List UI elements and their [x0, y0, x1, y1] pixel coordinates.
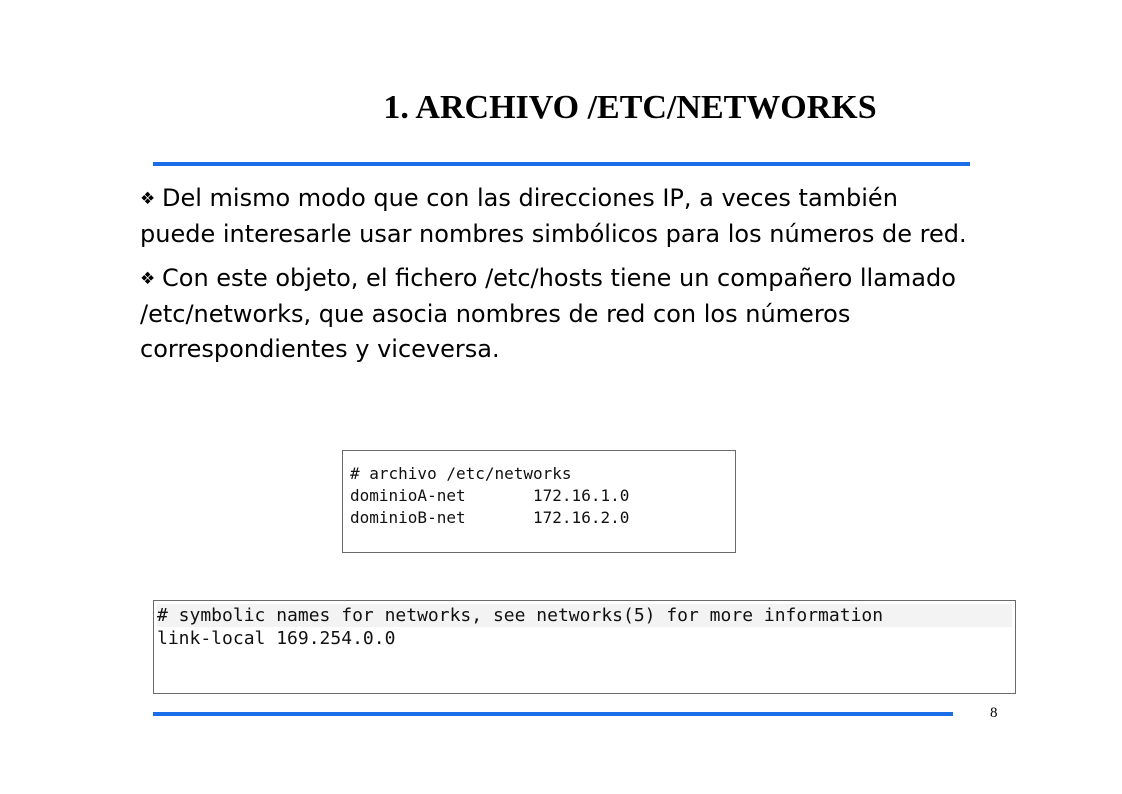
networks-file-example — [342, 450, 736, 553]
code-line: dominioA-net 172.16.1.0 — [350, 486, 630, 505]
page-number: 8 — [990, 705, 998, 721]
code-line: # archivo /etc/networks — [350, 464, 572, 483]
code-line: link-local 169.254.0.0 — [157, 628, 396, 649]
code-line: dominioB-net 172.16.2.0 — [350, 508, 630, 527]
bullet-text: Del mismo modo que con las direcciones IP, a veces también puede interesarle usar nombres simbólicos para los números de red. — [140, 184, 967, 248]
bullet-item — [140, 261, 980, 367]
bullet-list — [140, 181, 980, 376]
slide-title: 1. ARCHIVO /ETC/NETWORKS — [383, 89, 877, 126]
networks-file-screenshot — [153, 600, 1016, 694]
bullet-text: Con este objeto, el fichero /etc/hosts tiene un compañero llamado /etc/networks, que asocia nombres de red con los números correspondientes y viceversa. — [140, 264, 956, 363]
footer-divider — [153, 712, 953, 716]
title-divider — [153, 162, 970, 166]
code-line: # symbolic names for networks, see networks(5) for more information — [157, 604, 1012, 627]
diamond-bullet-icon: ❖ — [140, 269, 156, 289]
bullet-item — [140, 181, 980, 252]
diamond-bullet-icon: ❖ — [140, 189, 156, 209]
